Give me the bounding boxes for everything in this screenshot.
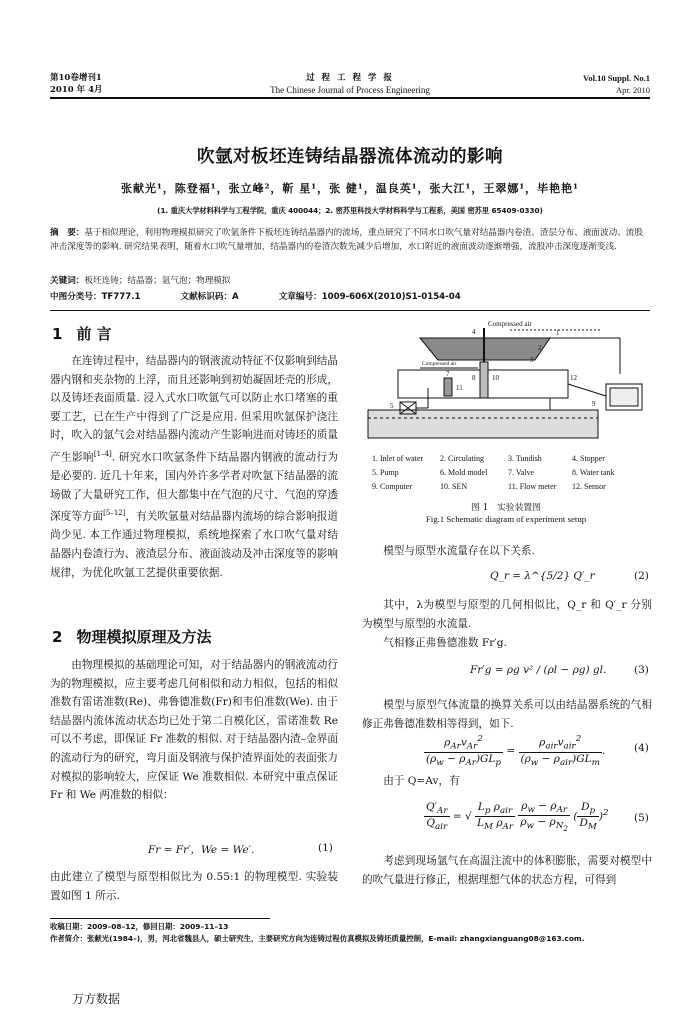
figure-caption-cn: 图 1 实验装置图	[471, 503, 541, 513]
label-compressed-air-left: Compressed air	[422, 361, 457, 367]
abstract-rule	[50, 310, 650, 311]
keywords: 关键词：板坯连铸；结晶器；氩气泡；物理模拟	[50, 276, 231, 286]
experiment-setup-diagram	[360, 318, 652, 450]
right-text-2: 其中，λ为模型与原型的几何相似比，Q_r 和 Q′_r 分别为模型与原型的水流量.	[362, 599, 652, 630]
sen-shape	[480, 362, 488, 398]
equation-1: Fr = Fr′，We = We′.	[148, 844, 255, 856]
label-4: 4	[472, 328, 476, 336]
right-text-5: 由于 Q=Av，有	[383, 775, 460, 787]
section-2-heading: 2 物理模拟原理及方法	[52, 628, 212, 646]
label-1: 1	[556, 329, 560, 337]
label-9: 9	[592, 400, 596, 408]
equation-2: Q_r = λ^{5/2} Q′_r	[490, 570, 595, 582]
label-10: 10	[492, 374, 499, 382]
figure-caption-en: Fig.1 Schematic diagram of experiment setup	[425, 514, 587, 524]
label-5: 5	[390, 402, 394, 410]
right-text-3: 气相修正弗鲁德准数 Fr′g.	[383, 637, 507, 649]
section-2-text: 由物理模拟的基础理论可知，对于结晶器内的钢液流动行为的物理模拟，应主要考虑几何相似和动力相似，包括的相似准数有雷诺准数(Re)、弗鲁德准数(Fr)和韦伯准数(We). 由于结晶器内流体流动状态均已处于第二自模化区，雷诺准数 Re 可以不考虑，即保证 Fr 准数的相似. 对于结晶器内渣–金界面的流动行为的研究，弯月面及钢液与保护渣界面处的表面张力对模拟的影响较大，应保证 We 准数相似. 本研究中重点保证 Fr 和 We 两准数的相似：	[50, 659, 338, 802]
equation-3: Fr′g = ρg v² / (ρl − ρg) gl.	[470, 664, 607, 676]
abstract: 摘 要：基于相似理论，利用物理模拟研究了吹氩条件下板坯连铸结晶器内的流场，重点研究了不同水口吹气量对结晶器内卷渣、渣层分布、液面波动、流股冲击深度等的影响. 研究结果表明，随着水口吹气量增加，结晶器内的卷渣次数先减少后增加，水口附近的液面波动逐渐增强，流股冲击深度逐渐变浅.	[50, 228, 643, 252]
journal-name: 过 程 工 程 学 报 The Chinese Journal of Process Engineering	[270, 73, 430, 95]
authors: 张献光¹，陈登福¹，张立峰²，靳 星¹，张 健¹，温良英¹，张大江¹，王翠娜¹，毕艳艳¹	[120, 182, 580, 195]
classification-meta: 中图分类号：TF777.1 文献标识码：A 文章编号：1009-606X(2010)S1-0154-04	[50, 292, 461, 302]
label-11: 11	[456, 384, 463, 392]
right-text-4: 模型与原型气体流量的换算关系可以由结晶器系统的气相修正弗鲁德准数相等得到，如下.	[362, 699, 652, 730]
header-rule	[50, 97, 650, 99]
right-text-1: 模型与原型水流量存在以下关系.	[383, 545, 535, 557]
right-text-6: 考虑到现场氩气在高温注流中的体积膨胀，需要对模型中的吹气量进行修正，根据理想气体的状态方程，可得到	[362, 855, 652, 886]
journal-issue: 第10卷增刊1 2010 年 4月	[50, 73, 103, 95]
paper-title: 吹氩对板坯连铸结晶器流体流动的影响	[197, 147, 503, 167]
equation-5-number: (5)	[634, 812, 649, 824]
equation-2-number: (2)	[634, 570, 649, 582]
sensor-cable	[568, 384, 606, 396]
equation-5: $\frac{Q'_{Ar}}{Q_{air}}$ = √ $\frac{L_p \rho_{air}}{L_M \rho_{Ar}}$ $\frac{\rho_w - \rho_{Ar}}{\rho_w - \rho_{N_2}}$ ( $\frac{D_p}{D_M}$ )$^2$	[426, 800, 609, 833]
equation-4: $\frac{\rho_{Ar}v_{Ar}^2}{(\rho_w - \rho_{Ar})GL_p}$ = $\frac{\rho_{air}v_{air}^2}{(\rho_w - \rho_{air})GL_m}$ .	[426, 734, 606, 768]
equation-1-number: (1)	[318, 842, 333, 854]
label-8: 8	[472, 374, 476, 382]
equation-3-number: (3)	[634, 664, 649, 676]
affiliation: (1. 重庆大学材料科学与工程学院，重庆 400044；2. 密苏里科技大学材料科学与工程系，美国 密苏里 65409-0330)	[157, 206, 543, 215]
footnote: 收稿日期：2009–08–12，修回日期：2009–11–13 作者简介：张献光(1984–)，男，河北省魏县人，硕士研究生，主要研究方向为连铸过程仿真模拟及铸坯质量控制，E-mail: zhangxianguang08@163.com.	[50, 922, 585, 943]
label-compressed-air-top: Compressed air	[488, 320, 532, 328]
footnote-rule	[50, 918, 270, 919]
watermark: 万方数据	[72, 992, 121, 1006]
equation-4-number: (4)	[634, 742, 649, 754]
figure-legend: 1. Inlet of water 2. Circulating 3. Tundish 4. Stopper 5. Pump 6. Mold model 7. Valve 8. Water tank 9. Computer 10. SEN 11. Flow meter 12. Sensor	[372, 454, 615, 491]
flow-meter	[444, 378, 452, 396]
journal-volume: Vol.10 Suppl. No.1 Apr. 2010	[582, 73, 650, 95]
section-1-heading: 1 前 言	[52, 325, 112, 343]
section-1-text: 在连铸过程中，结晶器内的钢液流动特征不仅影响到结晶器内钢和夹杂物的上浮，而且还影响到初始凝固坯壳的形成，以及铸坯表面质量. 浸入式水口吹氩气可以防止水口堵塞的重要工艺，已在生产中得到了广泛是应用. 但采用吹氩保护浇注时，吹入的氩气会对结晶器内流动产生影响进而对铸坯的质量产生影响[1–4]. 研究水口吹氩条件下结晶器内钢液的流动行为是必要的. 近几十年来，国内外许多学者对吹氩下结晶器的流场做了大量研究工作，但大都集中在气泡的尺寸、气泡的穿透深度等方面[5–12]，有关吹氩量对结晶器内流场的综合影响报道尚少见. 本工作通过物理模拟，系统地探索了水口吹气量对结晶器内卷渣行为、液渣层分布、液面波动及冲击深度等的影响规律，为优化吹氩工艺提供重要依据.	[50, 355, 339, 579]
label-12: 12	[570, 374, 577, 382]
label-3: 3	[530, 356, 534, 364]
label-7: 7	[446, 370, 450, 378]
section-2-text-2: 由此建立了模型与原型相似比为 0.55:1 的物理模型. 实验装置如图 1 所示.	[50, 871, 338, 902]
label-2: 2	[538, 344, 542, 352]
